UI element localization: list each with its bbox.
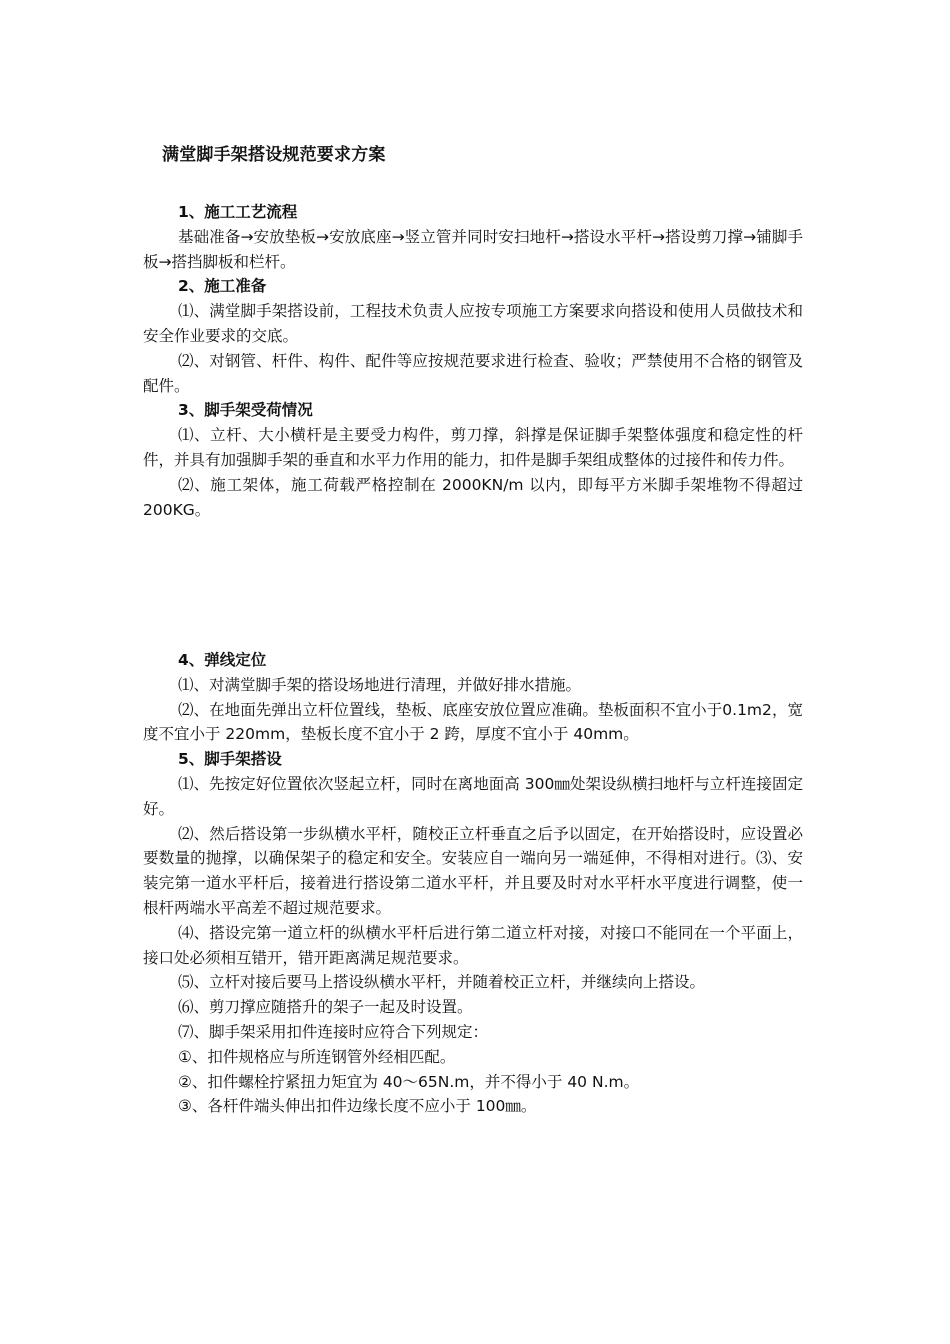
paragraph: ⑵、然后搭设第一步纵横水平杆，随校正立杆垂直之后予以固定，在开始搭设时，应设置必要数量的抛撑，以确保架子的稳定和安全。安装应自一端向另一端延伸，不得相对进行。⑶、安装完第一道水平杆后，接着进行搭设第二道水平杆，并且要及时对水平杆水平度进行调整，使一根杆两端水平高差不超过规范要求。 [143, 824, 803, 917]
paragraph: ⑹、剪刀撑应随搭升的架子一起及时设置。 [178, 998, 473, 1017]
list-item: ②、扣件螺栓拧紧扭力矩宜为 40～65N.m，并不得小于 40 N.m。 [178, 1072, 640, 1091]
section-heading: 5、脚手架搭设 [178, 750, 282, 769]
list-item: ③、各杆件端头伸出扣件边缘长度不应小于 100㎜。 [178, 1097, 537, 1116]
paragraph: ⑺、脚手架采用扣件连接时应符合下列规定： [178, 1022, 489, 1041]
section-heading: 3、脚手架受荷情况 [178, 401, 313, 420]
paragraph: ⑷、搭设完第一道立杆的纵横水平杆后进行第二道立杆对接，对接口不能同在一个平面上，接口处必须相互错开，错开距离满足规范要求。 [143, 923, 803, 967]
paragraph: ⑴、立杆、大小横杆是主要受力构件，剪刀撑，斜撑是保证脚手架整体强度和稳定性的杆件，并具有加强脚手架的垂直和水平力作用的能力，扣件是脚手架组成整体的过接件和传力件。 [143, 426, 803, 469]
paragraph: ⑴、对满堂脚手架的搭设场地进行清理，并做好排水措施。 [178, 675, 582, 694]
paragraph: 基础准备→安放垫板→安放底座→竖立管并同时安扫地杆→搭设水平杆→搭设剪刀撑→铺脚手板→搭挡脚板和栏杆。 [143, 227, 803, 271]
list-item: ①、扣件规格应与所连钢管外经相匹配。 [178, 1047, 456, 1066]
paragraph: ⑸、立杆对接后要马上搭设纵横水平杆，并随着校正立杆，并继续向上搭设。 [178, 973, 706, 992]
paragraph: ⑵、施工架体，施工荷载严格控制在 2000KN/m 以内，即每平方米脚手架堆物不得超过 200KG。 [143, 475, 803, 519]
paragraph: ⑴、满堂脚手架搭设前，工程技术负责人应按专项施工方案要求向搭设和使用人员做技术和安全作业要求的交底。 [143, 302, 803, 345]
section-heading: 2、施工准备 [178, 277, 267, 296]
page-title: 满堂脚手架搭设规范要求方案 [162, 145, 386, 165]
content-block-upper [143, 200, 803, 522]
section-heading: 4、弹线定位 [178, 651, 267, 669]
paragraph: ⑵、在地面先弹出立杆位置线，垫板、底座安放位置应准确。垫板面积不宜小于0.1m2，宽度不宜小于 220mm，垫板长度不宜小于 2 跨，厚度不宜小于 40mm。 [143, 700, 803, 744]
content-block-lower [143, 648, 803, 1119]
paragraph: ⑵、对钢管、杆件、构件、配件等应按规范要求进行检查、验收；严禁使用不合格的钢管及配件。 [143, 351, 803, 395]
paragraph: ⑴、先按定好位置依次竖起立杆，同时在离地面高 300㎜处架设纵横扫地杆与立杆连接固定好。 [143, 774, 803, 818]
section-heading: 1、施工工艺流程 [178, 203, 298, 221]
